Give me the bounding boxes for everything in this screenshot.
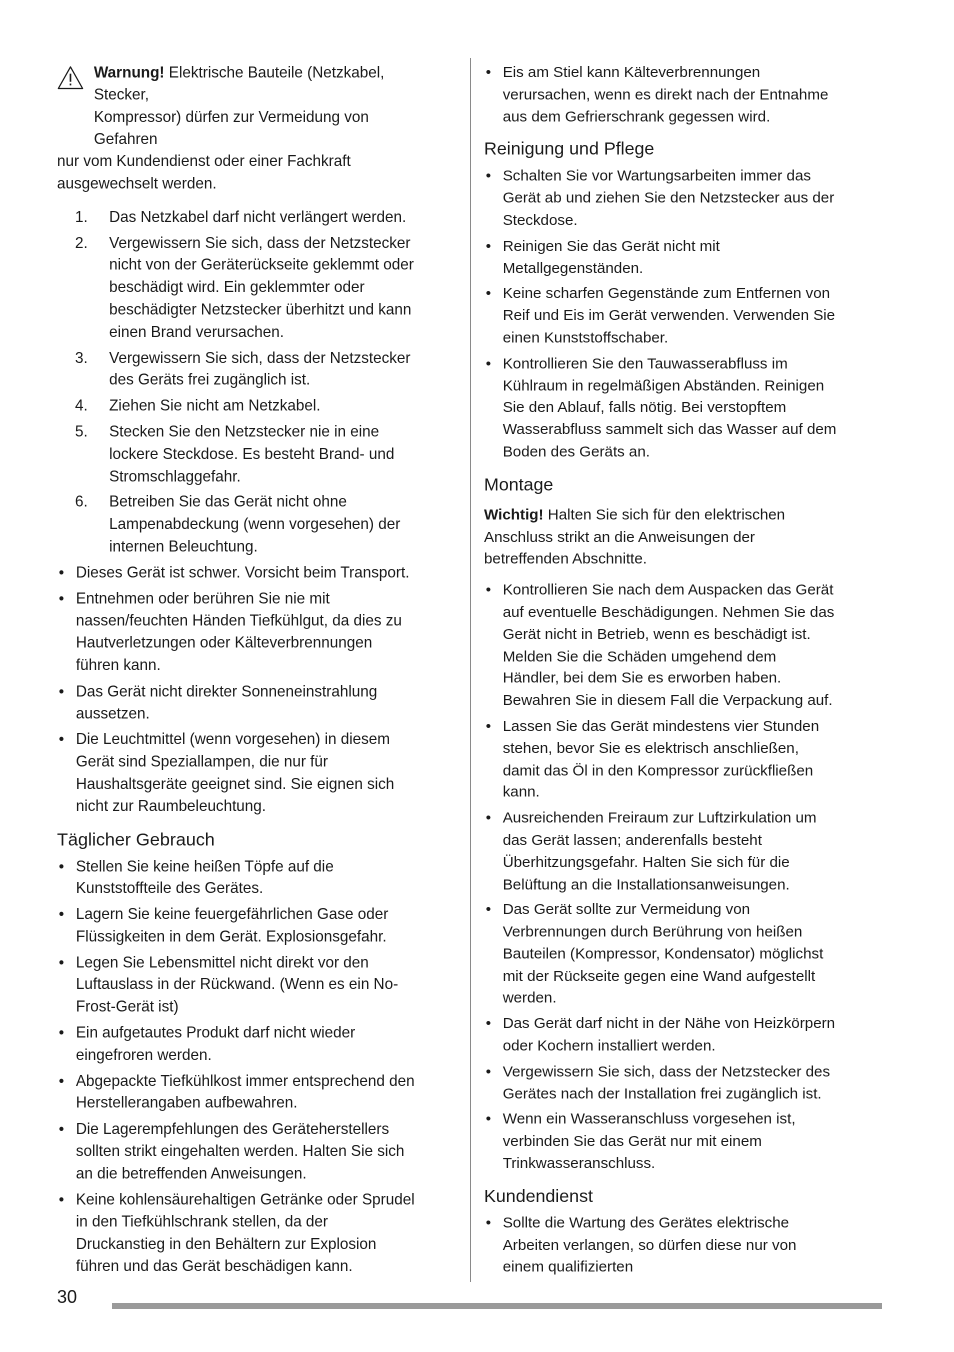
section-heading-cleaning: Reinigung und Pflege <box>484 139 655 160</box>
bullet-text: Stellen Sie keine heißen Töpfe auf die Kunststoffteile des Gerätes. <box>75 857 334 897</box>
bullet-icon: • <box>58 589 65 607</box>
item-number: 1. <box>74 208 88 226</box>
item-number: 5. <box>74 423 88 441</box>
bullet-text: Keine scharfen Gegenstände zum Entfernen von Reif und Eis im Gerät verwenden. Verwenden Sie einen Kunststoffschaber. <box>502 284 836 347</box>
bullet-text: Entnehmen oder berühren Sie nie mit nassen/feuchten Händen Tiefkühlgut, da dies zu Hautverletzungen oder Kälteverbrennungen führen kann. <box>75 589 402 674</box>
numbered-item <box>57 232 418 343</box>
bullet-icon: • <box>485 1214 492 1232</box>
item-text: Das Netzkabel darf nicht verlängert werden. <box>109 208 407 226</box>
bullet-text: Legen Sie Lebensmittel nicht direkt vor den Luftauslass in der Rückwand. (Wenn es ein No-Frost-Gerät ist) <box>75 953 399 1016</box>
cleaning-bullet-list <box>484 166 837 464</box>
bullet-item <box>484 1212 837 1278</box>
bullet-item <box>57 562 418 584</box>
bullet-icon: • <box>58 1190 65 1209</box>
bullet-item <box>484 580 837 712</box>
bullet-text: Kontrollieren Sie den Tauwasserabfluss im Kühlraum in regelmäßigen Abständen. Reinigen Sie den Ablauf, falls nötig. Bei verstopftem Wasserabfluss sammelt sich das Wasser auf dem Boden des Geräts an. <box>502 354 837 461</box>
bullet-text: Dieses Gerät ist schwer. Vorsicht beim Transport. <box>75 563 410 582</box>
bullet-item <box>57 856 418 901</box>
footer-rule <box>112 1303 882 1309</box>
bullet-item <box>484 1061 837 1105</box>
bullet-text: Eis am Stiel kann Kälteverbrennungen verursachen, wenn es direkt nach der Entnahme aus dem Gefrierschrank gegessen wird. <box>502 63 829 125</box>
bullet-icon: • <box>58 1072 65 1090</box>
bullet-item <box>484 807 837 895</box>
right-column <box>484 62 837 1282</box>
bullet-text: Die Lagerempfehlungen des Geräteherstellers sollten strikt eingehalten werden. Halten Sie sich an die betreffenden Anweisungen. <box>75 1120 405 1183</box>
bullet-item <box>57 588 418 677</box>
item-text: Betreiben Sie das Gerät nicht ohne Lampenabdeckung (wenn vorgesehen) der internen Beleuchtung. <box>109 493 401 556</box>
bullet-item <box>57 681 418 726</box>
bullet-text: Ein aufgetautes Produkt darf nicht wieder eingefroren werden. <box>75 1024 356 1064</box>
bullet-text: Lassen Sie das Gerät mindestens vier Stunden stehen, bevor Sie es elektrisch anschließen, damit das Öl in den Kompressor zurückfließen kann. <box>502 717 820 801</box>
column-divider <box>470 58 471 1282</box>
bullet-item <box>484 235 837 279</box>
bullet-icon: • <box>485 1015 492 1033</box>
bullet-icon: • <box>485 1062 492 1080</box>
item-number: 3. <box>74 349 88 367</box>
bullet-text: Lagern Sie keine feuergefährlichen Gase oder Flüssigkeiten in dem Gerät. Explosionsgefahr. <box>75 905 389 946</box>
bullet-text: Abgepackte Tiefkühlkost immer entsprechend den Herstellerangaben aufbewahren. <box>75 1072 415 1112</box>
item-text: Stecken Sie den Netzstecker nie in eine lockere Steckdose. Es besteht Brand- und Stromschlaggefahr. <box>109 423 395 485</box>
bullet-text: Vergewissern Sie sich, dass der Netzstecker des Gerätes nach der Installation frei zugänglich ist. <box>502 1062 831 1102</box>
numbered-item <box>57 347 418 392</box>
bullet-item <box>484 1109 837 1175</box>
safety-bullet-list <box>57 562 418 818</box>
bullet-icon: • <box>485 237 492 255</box>
warning-triangle-icon <box>57 66 84 90</box>
bullet-text: Das Gerät nicht direkter Sonneneinstrahlung aussetzen. <box>75 682 378 722</box>
continued-bullet-list <box>484 62 837 128</box>
bullet-text: Die Leuchtmittel (wenn vorgesehen) in diesem Gerät sind Speziallampen, die nur für Haushaltsgeräte geeignet sind. Sie eignen sich nicht zur Raumbeleuchtung. <box>75 730 395 815</box>
bullet-icon: • <box>485 284 492 302</box>
bullet-item <box>57 1071 418 1116</box>
bullet-text: Reinigen Sie das Gerät nicht mit Metallgegenständen. <box>502 237 720 277</box>
numbered-item <box>57 492 418 559</box>
numbered-item <box>57 395 418 417</box>
bullet-text: Ausreichenden Freiraum zur Luftzirkulation um das Gerät lassen; anderenfalls besteht Überhitzungsgefahr. Halten Sie sich für die Belüftung an die Installationsanweisungen. <box>502 809 817 893</box>
bullet-icon: • <box>58 730 65 748</box>
bullet-item <box>484 283 837 349</box>
daily-use-bullet-list <box>57 856 418 1279</box>
section-heading-service: Kundendienst <box>484 1186 593 1207</box>
bullet-icon: • <box>485 354 492 372</box>
bullet-icon: • <box>485 809 492 827</box>
bullet-item <box>484 62 837 128</box>
bullet-item <box>484 899 837 1009</box>
bullet-text: Das Gerät sollte zur Vermeidung von Verbrennungen durch Berührung von heißen Bauteilen (Kompressor, Kondensator) möglichst mit der Rückseite gegen eine Wand aufgestellt werden. <box>502 901 824 1007</box>
bullet-item <box>57 729 418 818</box>
bullet-icon: • <box>485 717 492 735</box>
bullet-icon: • <box>58 905 65 923</box>
numbered-item <box>57 421 418 488</box>
left-column <box>57 62 418 1282</box>
numbered-item <box>57 206 418 228</box>
item-number: 2. <box>74 234 88 252</box>
bullet-icon: • <box>58 857 65 875</box>
bullet-item <box>484 166 837 232</box>
item-text: Vergewissern Sie sich, dass der Netzstecker des Geräts frei zugänglich ist. <box>109 349 411 389</box>
bullet-icon: • <box>485 1110 492 1128</box>
bullet-item <box>57 904 418 949</box>
bullet-icon: • <box>58 953 65 971</box>
bullet-icon: • <box>485 63 492 81</box>
bullet-icon: • <box>58 1024 65 1042</box>
important-text: Halten Sie sich für den elektrischen Anschluss strikt an die Anweisungen der betreffenden Abschnitte. <box>484 506 786 568</box>
warning-text-rest: nur vom Kundendienst oder einer Fachkraft ausgewechselt werden. <box>57 152 351 193</box>
bullet-item <box>57 1189 418 1278</box>
bullet-icon: • <box>58 563 65 582</box>
bullet-item <box>484 1013 837 1057</box>
service-bullet-list <box>484 1212 837 1278</box>
bullet-text: Schalten Sie vor Wartungsarbeiten immer das Gerät ab und ziehen Sie den Netzstecker aus der Steckdose. <box>502 167 835 229</box>
bullet-item <box>57 1022 418 1067</box>
montage-bullet-list <box>484 580 837 1176</box>
warning-paragraph <box>57 62 418 196</box>
item-number: 4. <box>74 397 88 415</box>
item-number: 6. <box>74 493 88 511</box>
warning-text-line2: Kompressor) dürfen zur Vermeidung von Gefahren <box>93 108 369 148</box>
bullet-text: Kontrollieren Sie nach dem Auspacken das Gerät auf eventuelle Beschädigungen. Nehmen Sie das Gerät nicht in Betrieb, wenn es beschädigt ist. Melden Sie die Schäden umgehend dem Händler, bei dem Sie es erworben haben. Bewahren Sie in diesem Fall die Verpackung auf. <box>502 581 835 709</box>
bullet-text: Das Gerät darf nicht in der Nähe von Heizkörpern oder Kochern installiert werden. <box>502 1015 836 1055</box>
bullet-icon: • <box>58 682 65 700</box>
bullet-text: Keine kohlensäurehaltigen Getränke oder Sprudel in den Tiefkühlschrank stellen, da der Druckanstieg in den Behältern zur Explosion führen und das Gerät beschädigen kann. <box>75 1190 415 1275</box>
bullet-icon: • <box>485 581 492 599</box>
bullet-item <box>484 716 837 804</box>
bullet-item <box>57 952 418 1019</box>
warning-text-line1: Elektrische Bauteile (Netzkabel, Stecker, <box>93 63 385 104</box>
bullet-text: Sollte die Wartung des Gerätes elektrische Arbeiten verlangen, so dürfen diese nur von einem qualifizierten <box>502 1214 797 1276</box>
important-label: Wichtig! <box>484 506 544 524</box>
bullet-icon: • <box>485 901 492 919</box>
item-text: Vergewissern Sie sich, dass der Netzstecker nicht von der Geräterückseite geklemmt oder beschädigt wird. Ein geklemmter oder beschädigter Netzstecker überhitzt und kann einen Brand verursachen. <box>109 234 414 341</box>
item-text: Ziehen Sie nicht am Netzkabel. <box>109 397 321 415</box>
bullet-icon: • <box>485 167 492 185</box>
bullet-text: Wenn ein Wasseranschluss vorgesehen ist, verbinden Sie das Gerät nur mit einem Trinkwasseranschluss. <box>502 1110 796 1172</box>
bullet-item <box>484 353 837 463</box>
safety-numbered-list <box>57 206 418 558</box>
warning-label: Warnung! <box>93 63 165 81</box>
section-heading-montage: Montage <box>484 474 554 495</box>
section-heading-daily-use: Täglicher Gebrauch <box>57 829 215 850</box>
bullet-icon: • <box>58 1120 65 1138</box>
page-number: 30 <box>57 1287 78 1307</box>
bullet-item <box>57 1119 418 1186</box>
important-note <box>484 504 837 570</box>
